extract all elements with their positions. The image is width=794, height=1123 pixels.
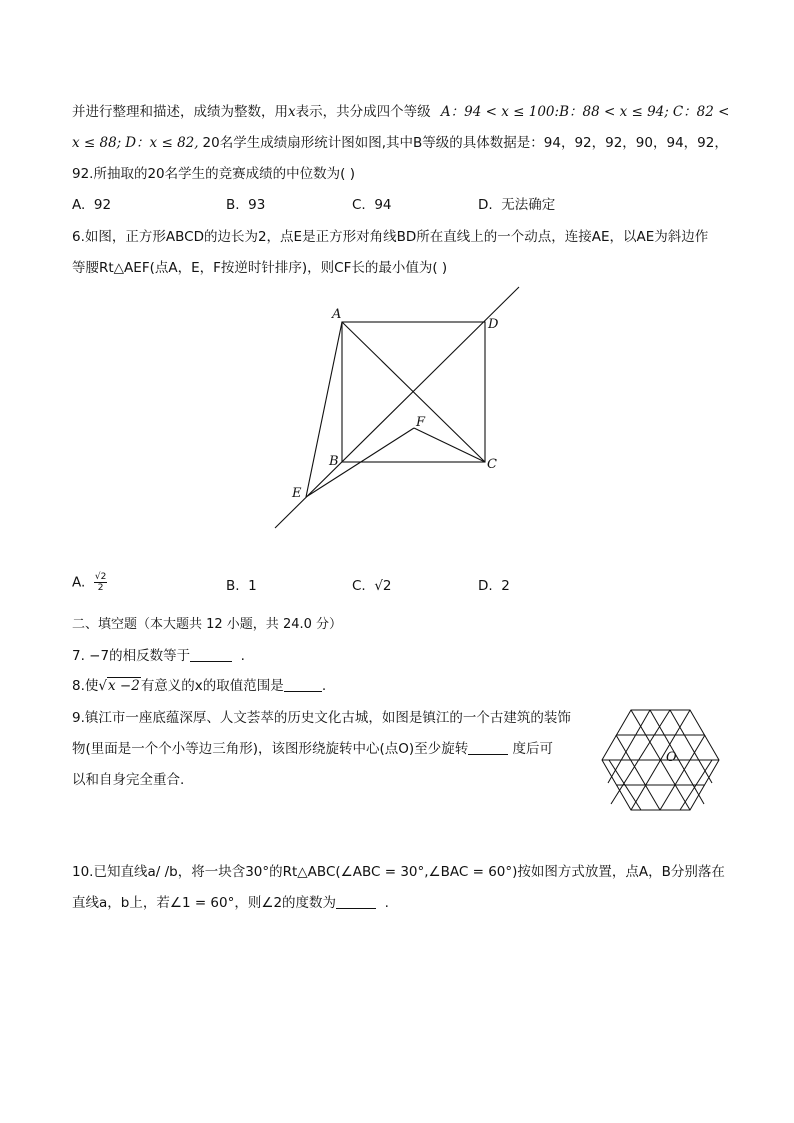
segment-ae — [306, 322, 342, 497]
q9-answer-blank[interactable] — [468, 740, 508, 755]
q9-line-1: 9.镇江市一座底蕴深厚、人文荟萃的历史文化古城，如图是镇江的一个古建筑的装饰 — [72, 710, 571, 726]
label-b: B — [329, 454, 339, 469]
label-f: F — [416, 415, 426, 430]
q5-line-3: 92.所抽取的20名学生的竞赛成绩的中位数为( ) — [72, 166, 355, 182]
center-label-o: O — [666, 750, 677, 765]
q10-line-1: 10.已知直线a/ /b，将一块含30°的Rt△ABC(∠ABC = 30°,∠BAC = 60°)按如图方式放置，点A，B分别落在 — [72, 864, 725, 880]
q5-option-c[interactable]: C. 94 — [352, 197, 392, 213]
q6-option-b[interactable]: B. 1 — [226, 578, 257, 594]
q5-option-a[interactable]: A. 92 — [72, 197, 112, 213]
q8-answer-blank[interactable] — [284, 677, 322, 692]
segment-ef — [306, 428, 414, 497]
q6-option-c[interactable]: C. √2 — [352, 578, 392, 594]
q8-line: 8.使√x −2有意义的x的取值范围是 . — [72, 678, 327, 694]
section-title: 二、填空题（本大题共 12 小题，共 24.0 分） — [72, 617, 343, 632]
label-e: E — [292, 486, 302, 501]
label-d: D — [488, 317, 499, 332]
q7-answer-blank[interactable] — [190, 647, 232, 662]
label-a: A — [332, 307, 342, 322]
q5-option-d[interactable]: D. 无法确定 — [478, 197, 556, 213]
q6-line-2: 等腰Rt△AEF(点A，E，F按逆时针排序)，则CF长的最小值为( ) — [72, 260, 448, 276]
segment-ac — [342, 322, 485, 462]
q9-line-2: 物(里面是一个个小等边三角形)，该图形绕旋转中心(点O)至少旋转 度后可 — [72, 741, 553, 757]
hexagon-outline — [602, 710, 719, 810]
fraction-sqrt2-over-2: $\frac{√2}{2}$ — [94, 572, 107, 593]
q5-line-2: x ≤ 88; D：x ≤ 82, 20名学生成绩扇形统计图如图,其中B等级的具体数据是：94，92，92，90，94，92， — [72, 135, 728, 151]
square-abcd — [342, 322, 485, 462]
diagonal-line-bd — [275, 287, 519, 528]
q6-option-a[interactable]: A. $\frac{√2}{2}$ — [72, 572, 107, 593]
segment-fc — [414, 428, 485, 462]
label-c: C — [487, 457, 497, 472]
q5-line-1: 并进行整理和描述，成绩为整数，用x表示，共分成四个等级 A：94 < x ≤ 100:B：88 < x ≤ 94; C：82 < — [72, 104, 730, 120]
q10-answer-blank[interactable] — [336, 894, 376, 909]
q5-option-b[interactable]: B. 93 — [226, 197, 266, 213]
q6-option-d[interactable]: D. 2 — [478, 578, 510, 594]
q7-line: 7. −7的相反数等于 . — [72, 648, 245, 664]
q9-line-3: 以和自身完全重合. — [72, 772, 185, 788]
q6-line-1: 6.如图，正方形ABCD的边长为2，点E是正方形对角线BD所在直线上的一个动点，连接AE，以AE为斜边作 — [72, 229, 709, 245]
q10-line-2: 直线a，b上，若∠1 = 60°，则∠2的度数为 . — [72, 895, 389, 911]
